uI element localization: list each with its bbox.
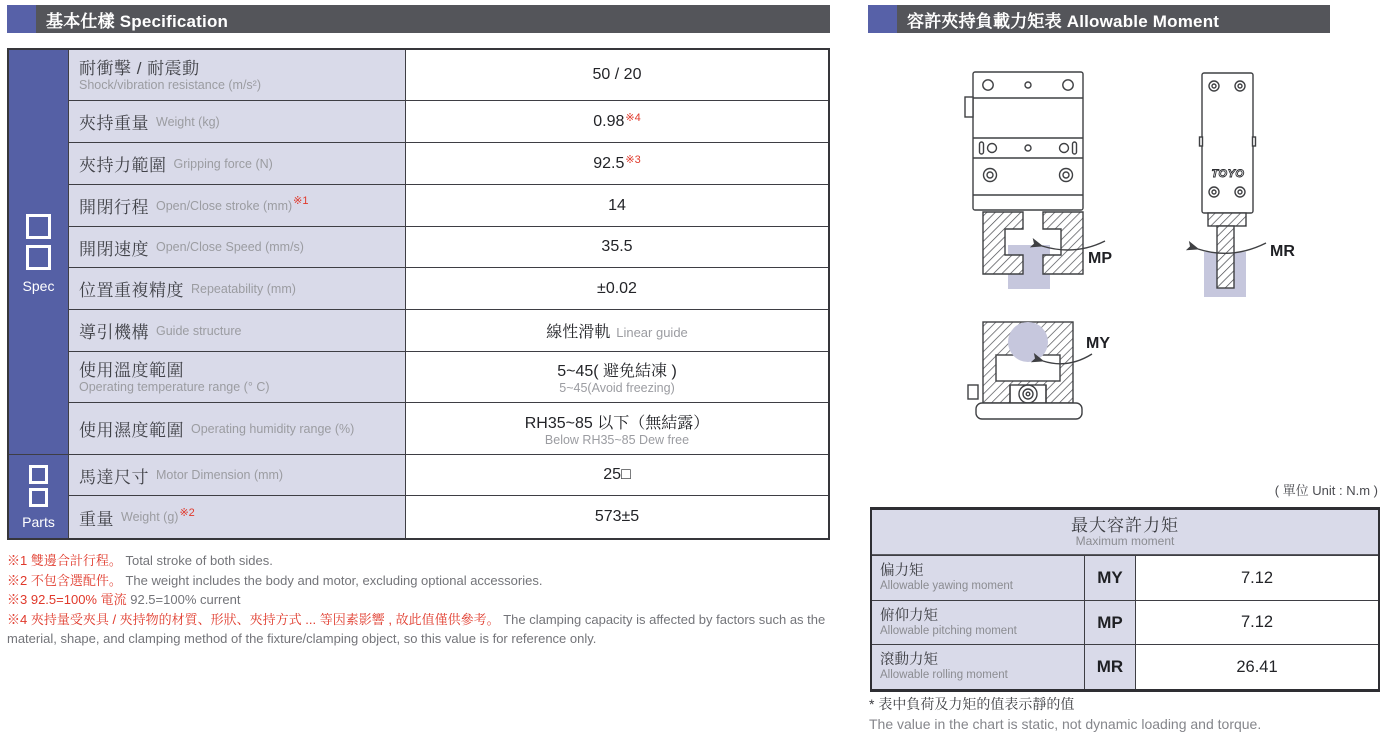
moment-row-symbol: MR xyxy=(1085,645,1135,689)
toyo-logo: TOYO xyxy=(1211,168,1245,180)
spec-row-label: 導引機構 Guide structure xyxy=(69,310,405,351)
gripper-jaw xyxy=(1208,213,1246,226)
spec-row-value: 573±5 xyxy=(406,496,828,538)
mp-label: MP xyxy=(1088,250,1112,267)
footnote-2: ※2 不包含選配件。 The weight includes the body and motor, excluding optional accessories. xyxy=(7,572,543,588)
mp-diagram xyxy=(965,72,1112,289)
spec-row-label: 夾持重量 Weight (kg) xyxy=(69,101,405,142)
spec-row-label: 位置重複精度 Repeatability (mm) xyxy=(69,268,405,309)
spec-row-label: 使用溫度範圍 Operating temperature range (° C) xyxy=(69,352,405,402)
spec-row-label: 馬達尺寸 Motor Dimension (mm) xyxy=(69,455,405,495)
tofu-square-icon xyxy=(26,245,51,270)
parts-group-label: Parts xyxy=(22,514,55,530)
gripper-jaw xyxy=(1043,212,1083,274)
spec-group-label: Spec xyxy=(22,277,55,294)
specification-table xyxy=(7,48,830,540)
spec-row-value: 5~45( 避免結凍 ) 5~45(Avoid freezing) xyxy=(406,352,828,402)
header-accent-square xyxy=(7,5,36,33)
spec-row-label: 重量 Weight (g) $^{※2}$ xyxy=(69,496,405,538)
footnote-4: ※4 夾持量受夾具 / 夾持物的材質、形狀、夾持方式 ... 等因素影響 , 故此值僅供參考。 The clamping capacity is affected by factors such as the material, shape, and clamping method of the fixture/clamping object, so this value is for reference only. xyxy=(7,611,826,646)
moment-row-label: 偏力矩 Allowable yawing moment xyxy=(872,556,1084,600)
spec-row-value: 25□ xyxy=(406,455,828,495)
spec-group-cell xyxy=(9,50,68,454)
my-diagram xyxy=(968,322,1110,419)
moment-row-value: 7.12 xyxy=(1136,556,1378,600)
moment-row-symbol: MY xyxy=(1085,556,1135,600)
gripper-jaw xyxy=(983,212,1023,274)
spec-row-label: 開閉速度 Open/Close Speed (mm/s) xyxy=(69,227,405,267)
parts-group-cell xyxy=(9,455,68,538)
header-accent-square xyxy=(868,5,897,33)
unit-label: ( 單位 Unit : N.m ) xyxy=(1274,483,1378,498)
specification-title: 基本仕樣 Specification xyxy=(36,5,830,33)
spec-row-label: 開閉行程 Open/Close stroke (mm) $^{※1}$ xyxy=(69,185,405,226)
allowable-moment-title: 容許夾持負載力矩表 Allowable Moment xyxy=(897,5,1330,33)
moment-table xyxy=(870,507,1380,692)
spec-row-value: 14 xyxy=(406,185,828,226)
spec-row-label: 夾持力範圍 Gripping force (N) xyxy=(69,143,405,184)
moment-row-symbol: MP xyxy=(1085,601,1135,644)
spec-footnotes xyxy=(7,551,847,649)
moment-row-value: 26.41 xyxy=(1136,645,1378,689)
workpiece-circle xyxy=(1008,322,1048,362)
spec-row-value: 線性滑軌 Linear guide xyxy=(406,310,828,351)
moment-row-label: 滾動力矩 Allowable rolling moment xyxy=(872,645,1084,689)
spec-row-label: 耐衝擊 / 耐震動 Shock/vibration resistance (m/s²) xyxy=(69,50,405,100)
footnote-1: ※1 雙邊合計行程。 Total stroke of both sides. xyxy=(7,553,273,568)
spec-row-value: 0.98 $^{※4}$ xyxy=(406,101,828,142)
mr-diagram xyxy=(1198,73,1295,297)
spec-row-value: 35.5 xyxy=(406,227,828,267)
my-label: MY xyxy=(1086,335,1110,352)
spec-row-value: RH35~85 以下（無結露） Below RH35~85 Dew free xyxy=(406,403,828,454)
specification-header xyxy=(7,5,830,33)
gripper-jaw xyxy=(1217,226,1234,288)
spec-row-value: ±0.02 xyxy=(406,268,828,309)
moment-row-label: 俯仰力矩 Allowable pitching moment xyxy=(872,601,1084,644)
spec-row-value: 92.5 $^{※3}$ xyxy=(406,143,828,184)
moment-row-value: 7.12 xyxy=(1136,601,1378,644)
moment-table-header: 最大容許力矩 Maximum moment xyxy=(872,510,1378,555)
moment-diagrams xyxy=(940,55,1340,470)
footnote-3: ※3 92.5=100% 電流 92.5=100% current xyxy=(7,592,241,607)
allowable-moment-header xyxy=(868,5,1330,33)
spec-row-value: 50 / 20 xyxy=(406,50,828,100)
mr-label: MR xyxy=(1270,243,1295,260)
tofu-square-icon xyxy=(29,465,48,484)
moment-footnote: * 表中負荷及力矩的值表示靜的值 The value in the chart is static, not dynamic loading and torque. xyxy=(869,696,1262,732)
spec-row-label: 使用濕度範圍 Operating humidity range (%) xyxy=(69,403,405,454)
tofu-square-icon xyxy=(26,214,51,239)
tofu-square-icon xyxy=(29,488,48,507)
